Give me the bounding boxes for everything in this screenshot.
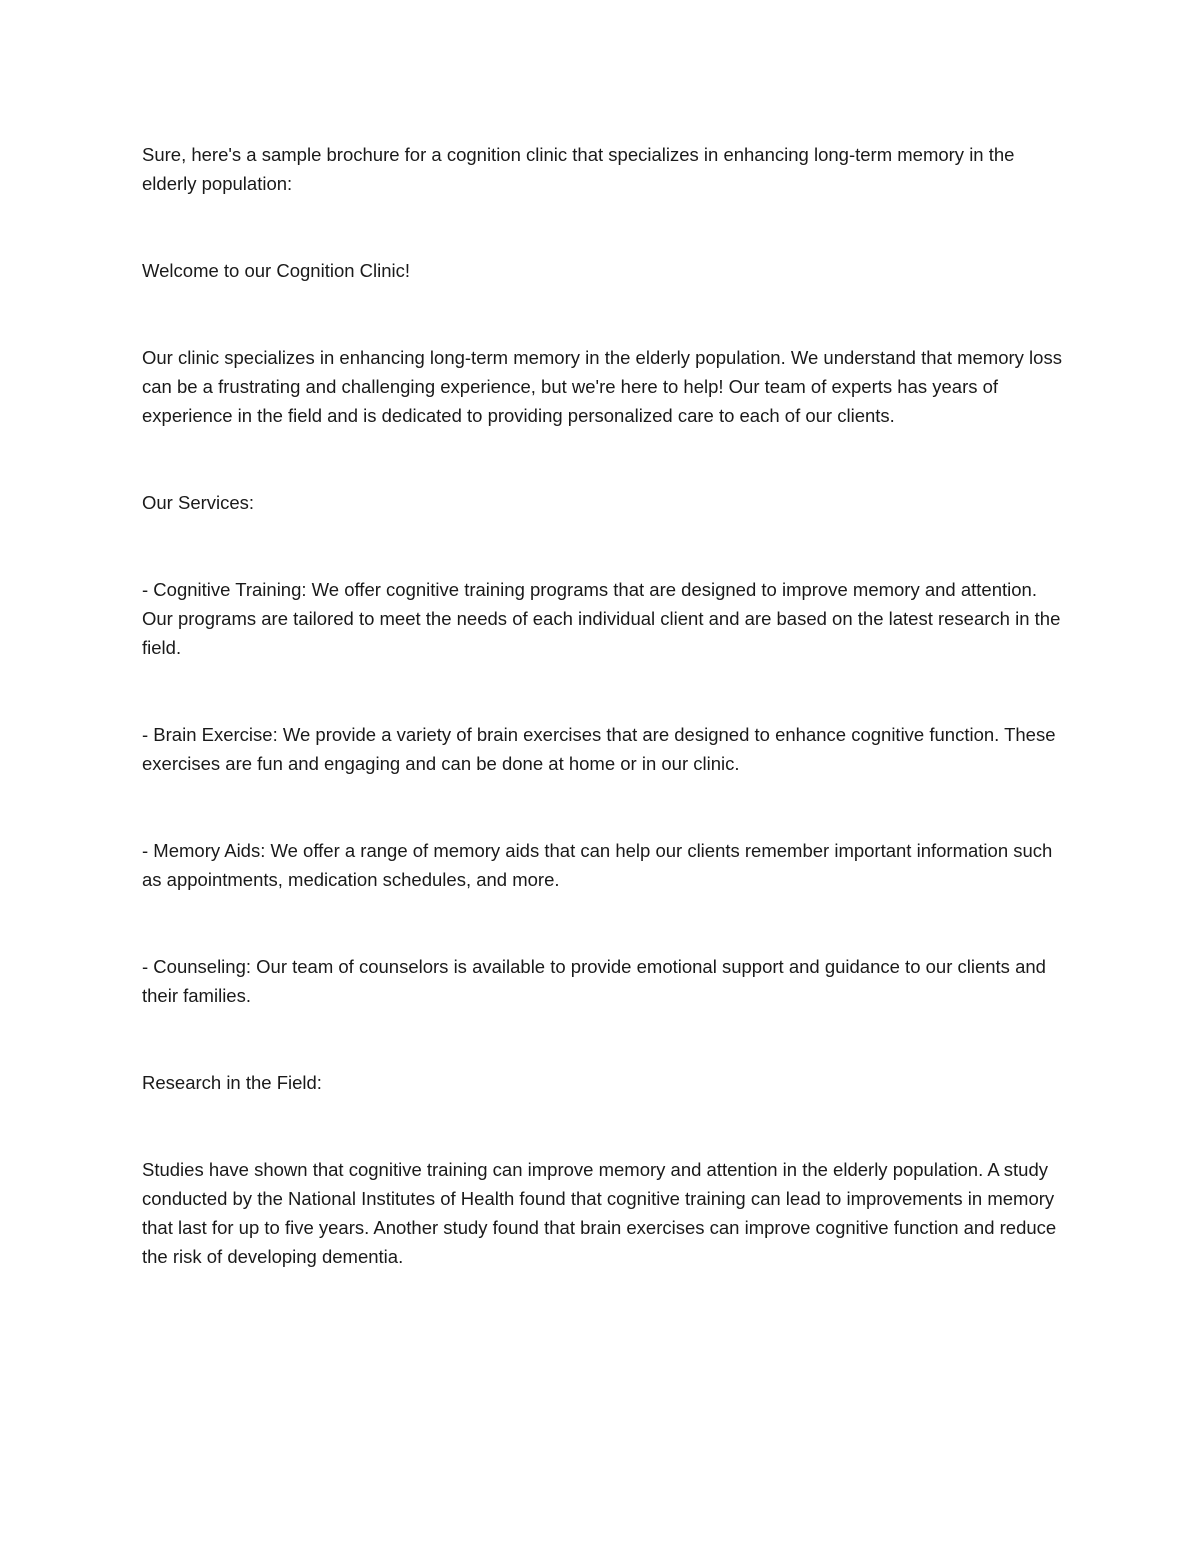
research-heading: Research in the Field: <box>142 1072 322 1093</box>
service-item-brain-exercise: - Brain Exercise: We provide a variety of brain exercises that are designed to enhance cognitive function. These exercises are fun and engaging and can be done at home or in our clinic. <box>142 724 1056 774</box>
welcome-heading: Welcome to our Cognition Clinic! <box>142 260 411 281</box>
service-item-memory-aids: - Memory Aids: We offer a range of memory aids that can help our clients remember important information such as appointments, medication schedules, and more. <box>142 840 1053 890</box>
services-heading: Our Services: <box>142 492 255 513</box>
research-paragraph: Studies have shown that cognitive training can improve memory and attention in the elderly population. A study conducted by the National Institutes of Health found that cognitive training can lead to improvements in memory that last for up to five years. Another study found that brain exercises can improve cognitive function and reduce the risk of developing dementia. <box>142 1159 1057 1267</box>
service-item-cognitive-training: - Cognitive Training: We offer cognitive training programs that are designed to improve memory and attention. Our programs are tailored to meet the needs of each individual client and are based on the latest research in the field. <box>142 579 1061 658</box>
service-item-counseling: - Counseling: Our team of counselors is available to provide emotional support and guidance to our clients and their families. <box>142 956 1046 1006</box>
about-paragraph: Our clinic specializes in enhancing long-term memory in the elderly population. We understand that memory loss can be a frustrating and challenging experience, but we're here to help! Our team of experts has years of experience in the field and is dedicated to providing personalized care to each of our clients. <box>142 347 1062 426</box>
intro-paragraph: Sure, here's a sample brochure for a cognition clinic that specializes in enhancing long-term memory in the elderly population: <box>142 144 1015 194</box>
document-body <box>142 140 1067 1329</box>
